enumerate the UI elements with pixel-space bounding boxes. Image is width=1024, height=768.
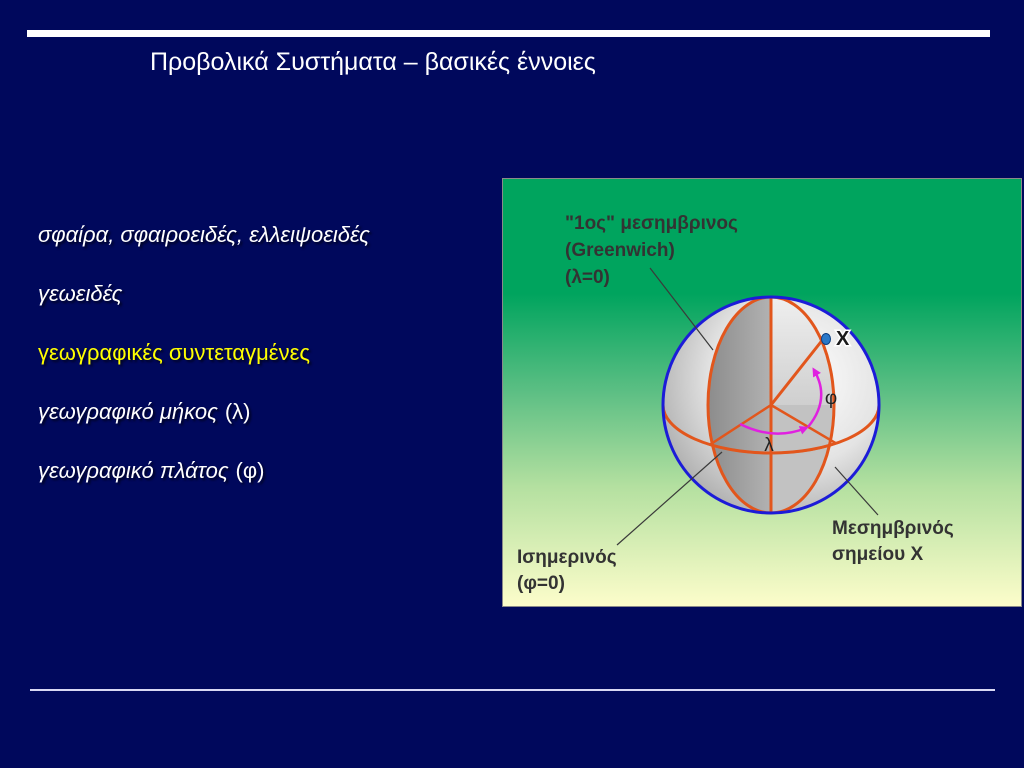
bullet-item <box>38 205 498 264</box>
bullet-list <box>38 205 498 500</box>
prime-meridian-label-line1: "1ος" μεσημβρινος <box>565 213 738 234</box>
bullet-text: γεωειδές <box>38 281 123 306</box>
point-meridian-leader <box>835 467 878 515</box>
bullet-symbol: (φ) <box>235 458 265 483</box>
bullet-text: γεωγραφικό πλάτος <box>38 458 229 483</box>
globe-diagram-panel <box>502 178 1022 607</box>
slide-title: Προβολικά Συστήματα – βασικές έννοιες <box>150 48 596 76</box>
bullet-item <box>38 264 498 323</box>
equator-label-line2: (φ=0) <box>517 573 565 594</box>
latitude-symbol: φ <box>824 388 838 409</box>
equator-leader <box>617 452 722 545</box>
point-x-marker <box>822 334 831 345</box>
point-meridian-label-line1: Μεσημβρινός <box>832 518 954 539</box>
bullet-item <box>38 382 498 441</box>
title-divider-bar <box>27 30 990 37</box>
prime-meridian-label-line3: (λ=0) <box>565 267 610 288</box>
globe-diagram <box>502 178 1022 607</box>
bullet-symbol: (λ) <box>224 399 251 424</box>
prime-meridian-label-line2: (Greenwich) <box>565 240 675 261</box>
bullet-item-highlighted <box>38 323 498 382</box>
bullet-text: γεωγραφικές συντεταγμένες <box>38 340 310 365</box>
point-meridian-label-line2: σημείου X <box>832 544 924 565</box>
bullet-item <box>38 441 498 500</box>
point-x-label: X <box>836 328 850 350</box>
longitude-symbol: λ <box>764 435 774 456</box>
footer-divider-line <box>30 689 995 691</box>
prime-meridian-leader <box>650 268 713 350</box>
bullet-text: σφαίρα, σφαιροειδές, ελλειψοειδές <box>38 222 370 247</box>
equator-label-line1: Ισημερινός <box>517 547 617 568</box>
bullet-text: γεωγραφικό μήκος <box>38 399 218 424</box>
